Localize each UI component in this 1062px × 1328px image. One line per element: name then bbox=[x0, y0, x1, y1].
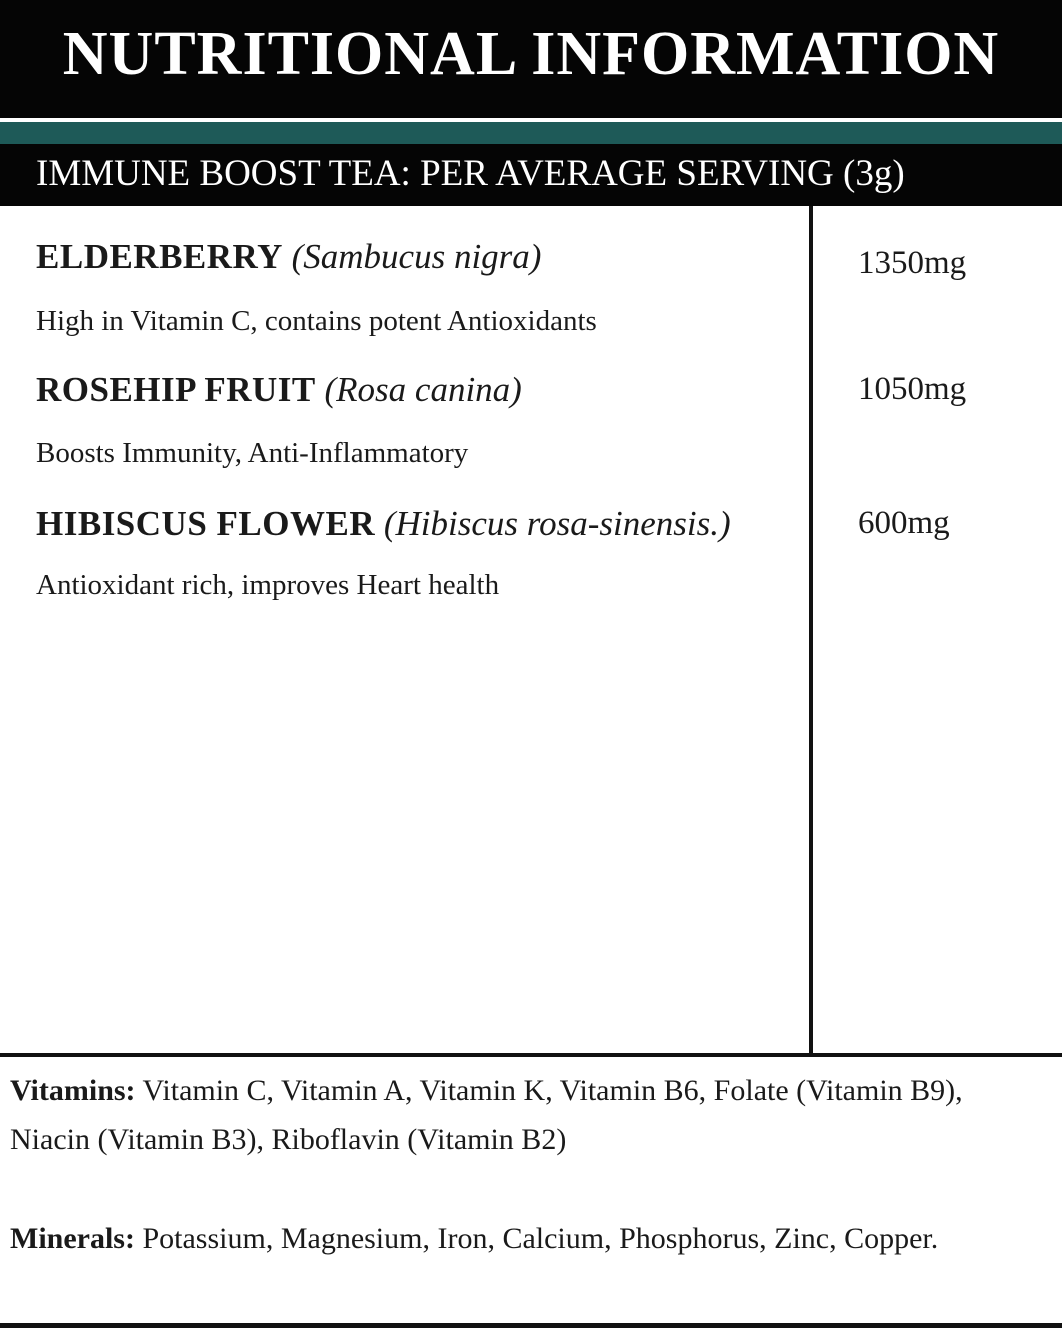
vitamins-list: Vitamin C, Vitamin A, Vitamin K, Vitamin B6, Folate (Vitamin B9), Niacin (Vitamin B3), Riboflavin (Vitamin B2) bbox=[10, 1074, 963, 1156]
minerals-list: Potassium, Magnesium, Iron, Calcium, Phosphorus, Zinc, Copper. bbox=[142, 1222, 939, 1255]
ingredient-amount: 1350mg bbox=[858, 245, 967, 281]
ingredient-common-name: ROSEHIP FRUIT bbox=[36, 370, 316, 409]
column-divider bbox=[809, 206, 813, 1054]
bottom-border bbox=[0, 1323, 1062, 1328]
ingredient-amount: 1050mg bbox=[858, 371, 967, 407]
ingredient-description: High in Vitamin C, contains potent Antioxidants bbox=[36, 305, 597, 337]
ingredient-name-hibiscus bbox=[36, 502, 731, 546]
ingredient-common-name: HIBISCUS FLOWER bbox=[36, 504, 376, 543]
footer-divider bbox=[0, 1053, 1062, 1057]
page-title: NUTRITIONAL INFORMATION bbox=[62, 20, 1000, 88]
minerals-paragraph bbox=[10, 1214, 1030, 1263]
ingredient-amount: 600mg bbox=[858, 505, 950, 541]
ingredient-name-rosehip bbox=[36, 368, 522, 412]
ingredient-common-name: ELDERBERRY bbox=[36, 237, 283, 276]
vitamins-label: Vitamins: bbox=[10, 1074, 136, 1107]
vitamins-paragraph bbox=[10, 1066, 1030, 1164]
ingredient-latin-name: (Rosa canina) bbox=[324, 370, 522, 409]
ingredient-latin-name: (Hibiscus rosa-sinensis.) bbox=[383, 504, 731, 543]
accent-band bbox=[0, 122, 1062, 144]
ingredient-name-elderberry bbox=[36, 235, 541, 279]
ingredient-description: Boosts Immunity, Anti-Inflammatory bbox=[36, 437, 469, 469]
minerals-label: Minerals: bbox=[10, 1222, 135, 1255]
ingredient-latin-name: (Sambucus nigra) bbox=[291, 237, 542, 276]
ingredient-description: Antioxidant rich, improves Heart health bbox=[36, 569, 500, 601]
serving-subtitle: IMMUNE BOOST TEA: PER AVERAGE SERVING (3g) bbox=[36, 153, 905, 194]
